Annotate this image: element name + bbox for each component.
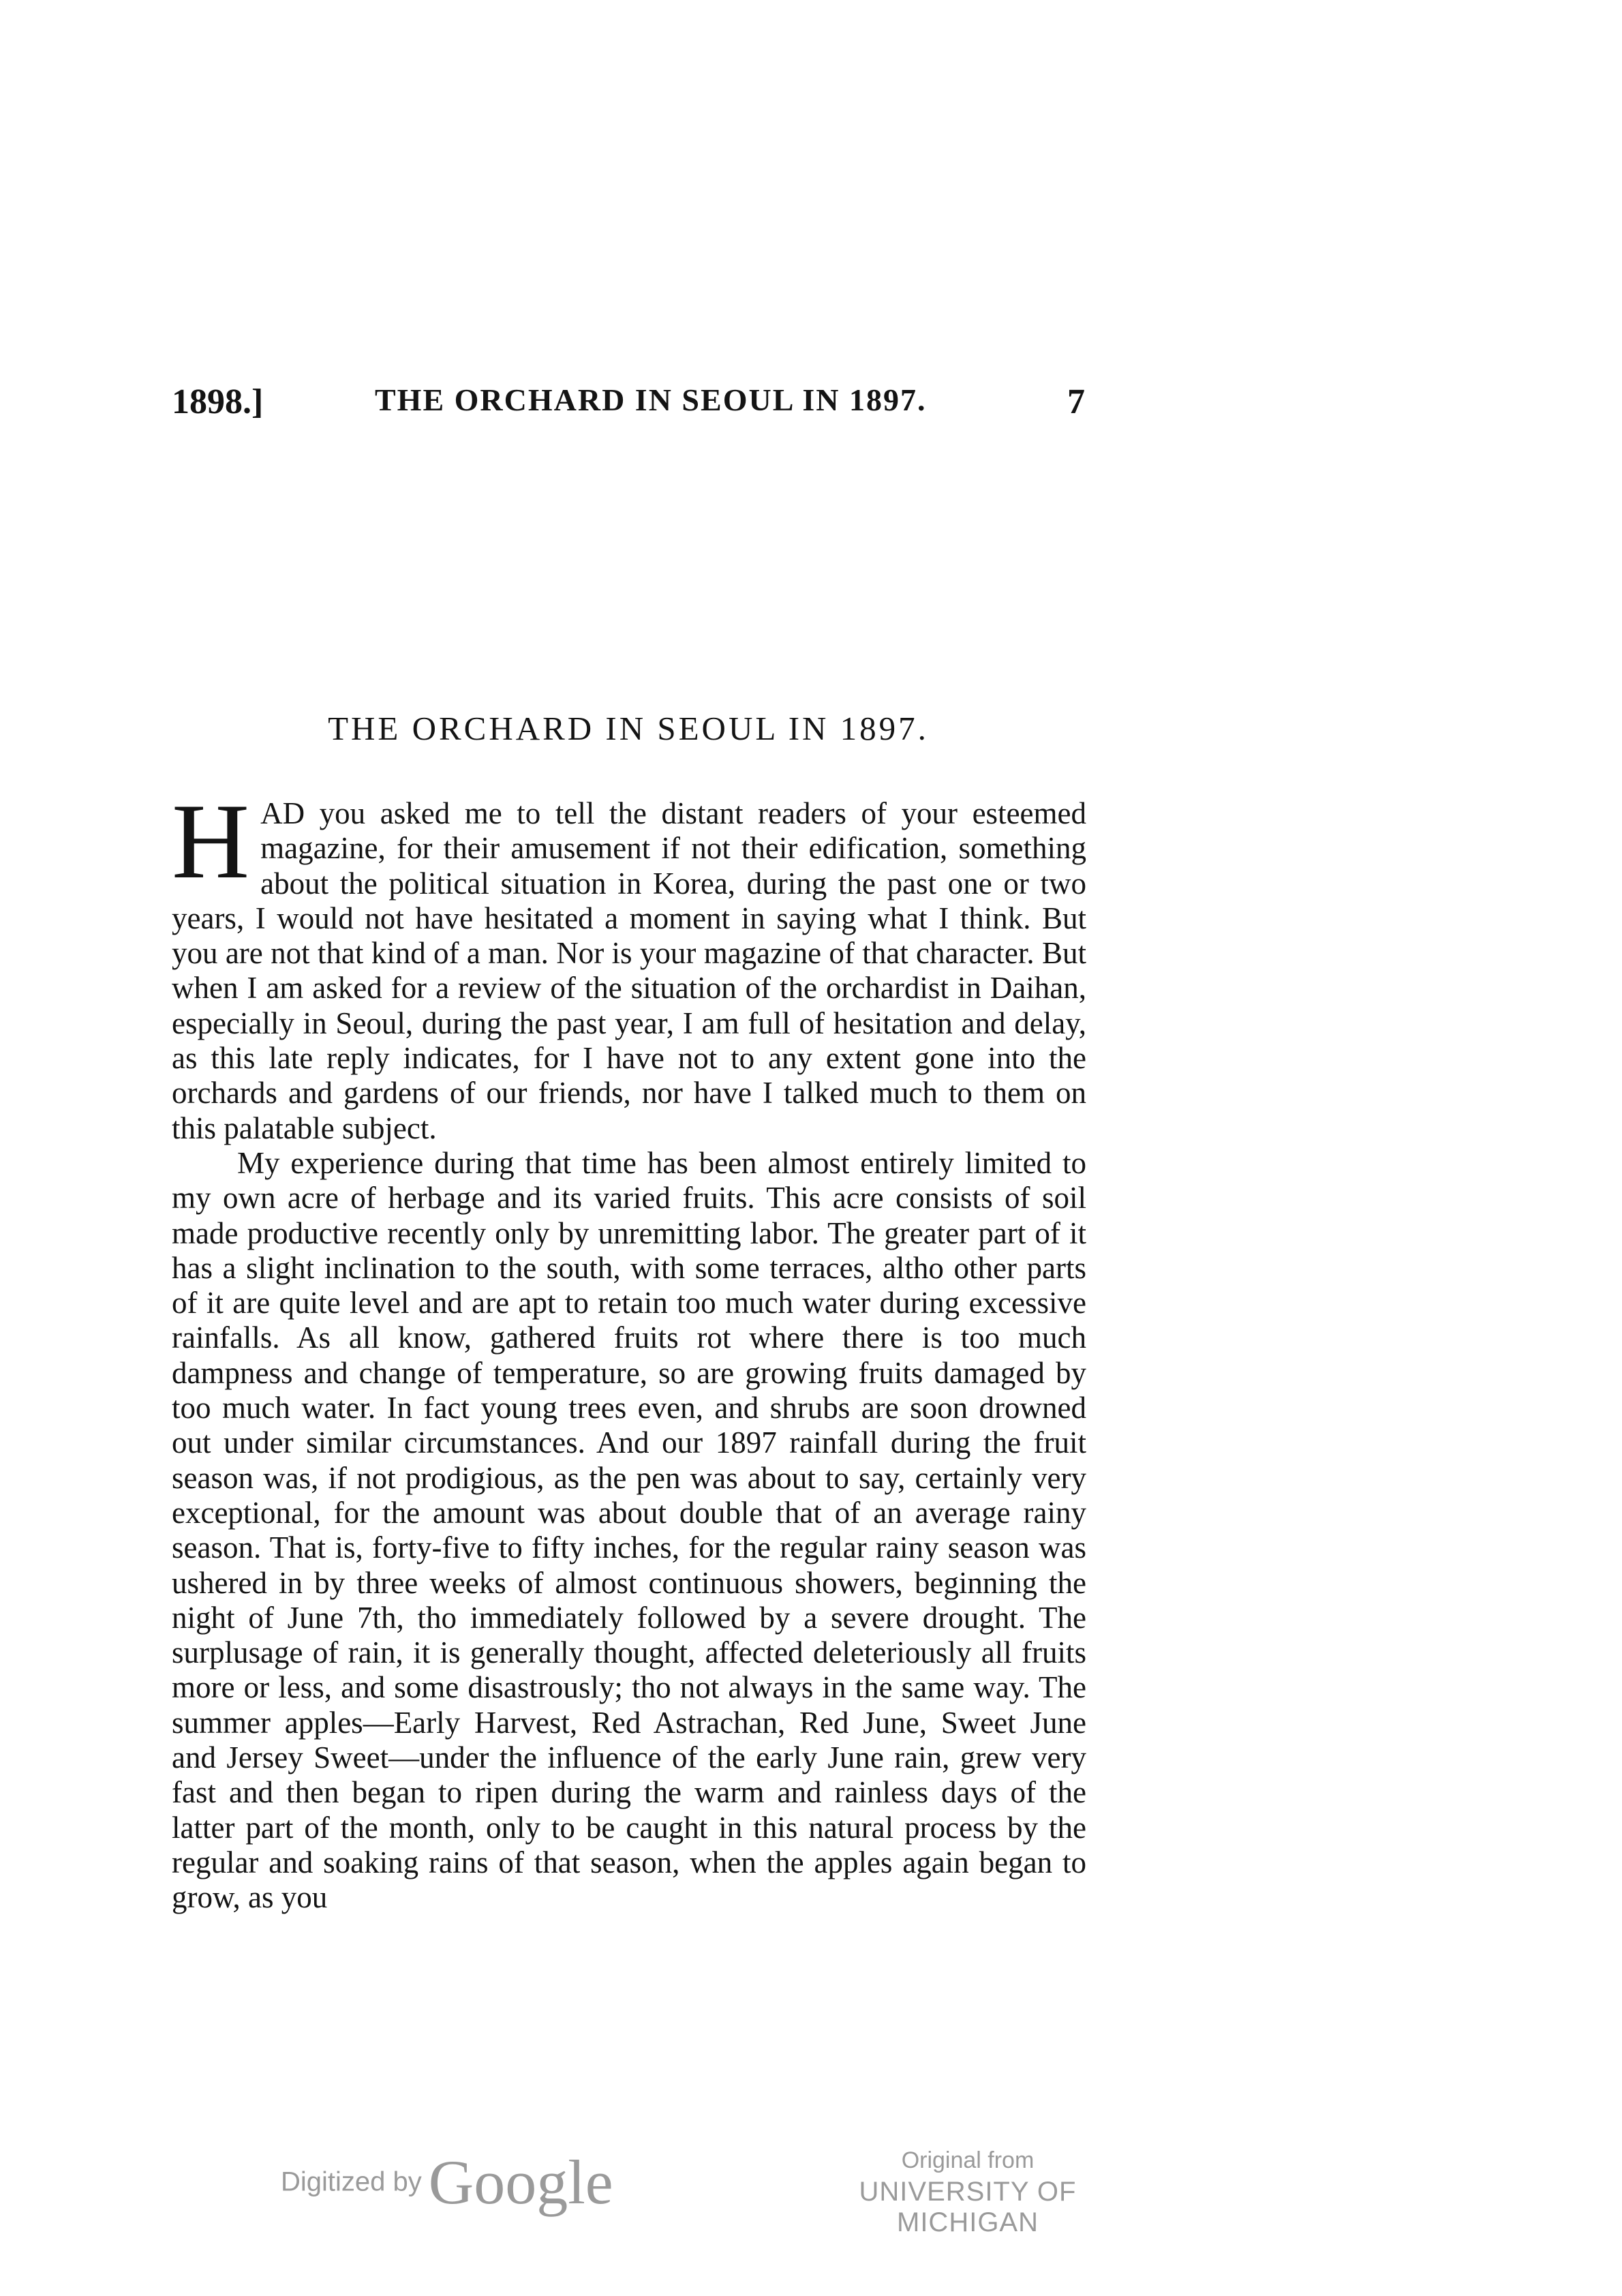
original-from-watermark [804,2147,1131,2238]
running-head-year: 1898.] [172,382,264,421]
google-logo: Google [428,2147,613,2217]
paragraph-2: My experience during that time has been almost entirely limited to my own acre of herbage and its varied fruits. This acre consists of soil made productive recently only by unremitting labor. The greater part of it has a slight inclination to the south, with some terraces, altho other parts of it are quite level and are apt to retain too much water during excessive rainfalls. As all know, gathered fruits rot where there is too much dampness and change of temperature, so are growing fruits damaged by too much water. In fact young trees even, and shrubs are soon drowned out under similar circumstances. And our 1897 rainfall during the fruit season was, if not prodigious, as the pen was about to say, certainly very exceptional, for the amount was about double that of an average rainy season. That is, forty-five to fifty inches, for the regular rainy season was ushered in by three weeks of almost continuous showers, beginning the night of June 7th, tho immediately followed by a severe drought. The surplusage of rain, it is generally thought, affected deleteriously all fruits more or less, and some disastrously; tho not always in the same way. The summer apples—Early Harvest, Red Astrachan, Red June, Sweet June and Jersey Sweet—under the influence of the early June rain, grew very fast and then began to ripen during the warm and rainless days of the latter part of the month, only to be caught in this natural process by the regular and soaking rains of that season, when the apples again began to grow, as you [172,1145,1086,1915]
original-from-text: Original from [901,2147,1035,2173]
page-number: 7 [1067,382,1085,421]
drop-cap: H [172,782,250,901]
article-body [172,782,1086,1916]
running-head-title: THE ORCHARD IN SEOUL IN 1897. [375,382,927,417]
running-head [172,382,1112,429]
article-title: THE ORCHARD IN SEOUL IN 1897. [328,710,929,747]
digitized-by-watermark [281,2146,613,2218]
university-name: UNIVERSITY OF MICHIGAN [859,2177,1077,2237]
paragraph-1-text: AD you asked me to tell the distant readers of your esteemed magazine, for their amusement if not their edification, something about the political situation in Korea, during the past one or two years, I would not have hesitated a moment in saying what I think. But you are not that kind of a man. Nor is your magazine of that character. But when I am asked for a review of the situation of the orchardist in Daihan, especially in Seoul, during the past year, I am full of hesitation and delay, as this late reply indicates, for I have not to any extent gone into the orchards and gardens of our friends, nor have I talked much to them on this palatable subject. [172,796,1086,1145]
digitized-by-text: Digitized by [281,2166,422,2197]
paragraph-1 [172,782,1086,1146]
